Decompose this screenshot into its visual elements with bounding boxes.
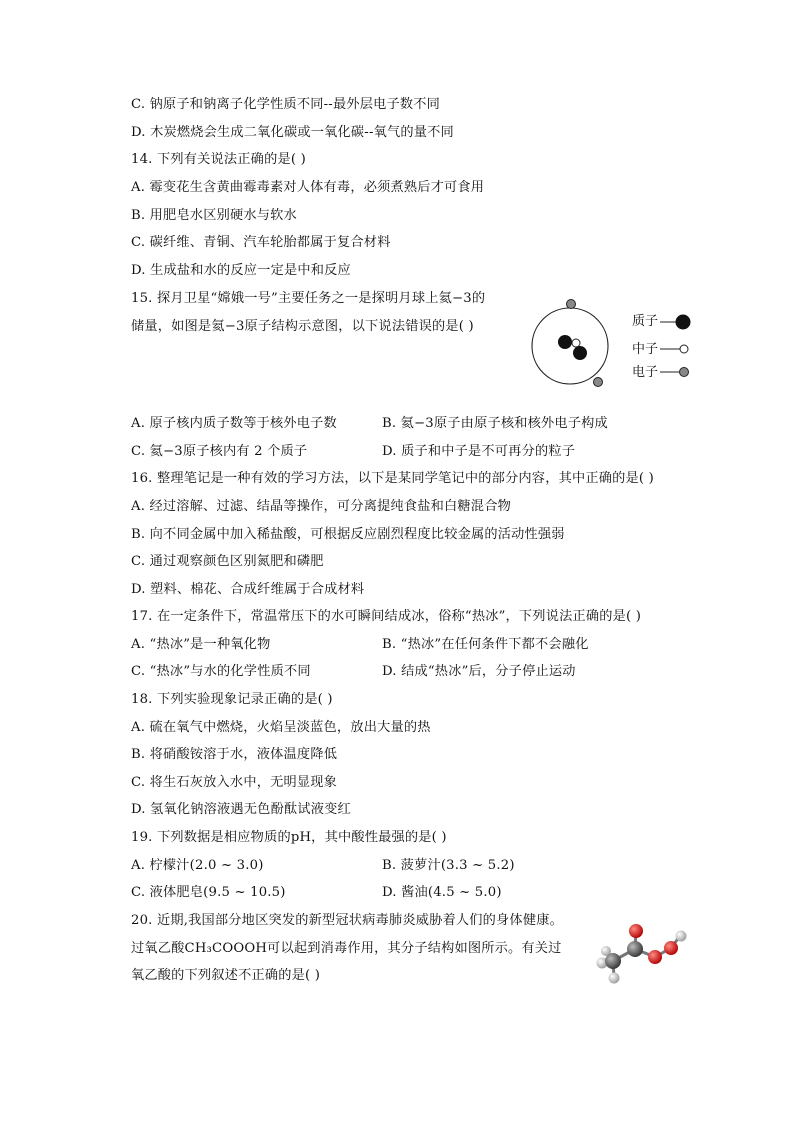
- question-14: 14. 下列有关说法正确的是( ): [131, 152, 306, 167]
- option-d-q14: D. 生成盐和水的反应一定是中和反应: [131, 263, 351, 278]
- option-b-q18: B. 将硝酸铵溶于水，液体温度降低: [131, 747, 338, 762]
- hydrogen-atom-hydroxyl: [676, 931, 687, 942]
- peracetic-acid-molecule-model: [590, 918, 700, 990]
- carbon-atom-methyl: [605, 953, 621, 969]
- proton-1: [558, 335, 572, 349]
- option-b-q15: B. 氦−3原子由原子核和核外电子构成: [382, 416, 608, 431]
- question-16: 16. 整理笔记是一种有效的学习方法，以下是某同学笔记中的部分内容，其中正确的是( ): [131, 471, 654, 486]
- proton-2: [573, 346, 587, 360]
- option-c-q14: C. 碳纤维、青铜、汽车轮胎都属于复合材料: [131, 235, 391, 250]
- electron-1: [567, 300, 576, 309]
- option-d-q15: D. 质子和中子是不可再分的粒子: [382, 444, 576, 459]
- option-d-q13: D. 木炭燃烧会生成二氧化碳或一氧化碳--氧气的量不同: [131, 125, 454, 140]
- option-d-q16: D. 塑料、棉花、合成纤维属于合成材料: [131, 582, 365, 597]
- neutron-legend-icon: [680, 345, 688, 353]
- option-a-q15: A. 原子核内质子数等于核外电子数: [131, 416, 337, 431]
- question-20-line-3: 氧乙酸的下列叙述不正确的是( ): [131, 968, 321, 983]
- option-a-q18: A. 硫在氧气中燃烧，火焰呈淡蓝色，放出大量的热: [131, 720, 431, 735]
- option-b-q14: B. 用肥皂水区别硬水与软水: [131, 208, 297, 223]
- option-c-q15: C. 氦−3原子核内有 2 个质子: [131, 444, 308, 459]
- option-row-ab-q15: [131, 414, 337, 434]
- helium-3-atom-diagram: [528, 296, 618, 392]
- option-a-q19: A. 柠檬汁(2.0 ~ 3.0): [131, 858, 264, 873]
- option-b-q17: B. “热冰”在任何条件下都不会融化: [382, 637, 589, 652]
- option-c-q13: C. 钠原子和钠离子化学性质不同--最外层电子数不同: [131, 97, 441, 112]
- option-b-q16: B. 向不同金属中加入稀盐酸，可根据反应剧烈程度比较金属的活动性强弱: [131, 527, 565, 542]
- question-15-line-1: 15. 探月卫星“嫦娥一号”主要任务之一是探明月球上氦−3的: [131, 291, 486, 306]
- oxygen-atom-carbonyl: [629, 924, 643, 938]
- question-19: 19. 下列数据是相应物质的pH，其中酸性最强的是( ): [131, 830, 447, 845]
- hydrogen-atom-3: [609, 973, 620, 984]
- electron-2: [594, 378, 603, 387]
- electron-legend-icon: [680, 368, 689, 377]
- proton-label: 质子: [632, 314, 659, 329]
- oxygen-atom-peroxy-1: [648, 950, 662, 964]
- electron-label: 电子: [632, 365, 659, 380]
- question-18: 18. 下列实验现象记录正确的是( ): [131, 692, 333, 707]
- option-c-q18: C. 将生石灰放入水中，无明显现象: [131, 775, 338, 790]
- question-17: 17. 在一定条件下，常温常压下的水可瞬间结成冰，俗称“热冰”，下列说法正确的是( ): [131, 609, 642, 624]
- atom-legend-markers: [660, 312, 696, 382]
- question-20-line-2: 过氧乙酸CH₃COOOH可以起到消毒作用，其分子结构如图所示。有关过: [131, 941, 562, 956]
- proton-legend-icon: [676, 315, 691, 330]
- oxygen-atom-peroxy-2: [664, 941, 678, 955]
- question-20-line-1: 20. 近期,我国部分地区突发的新型冠状病毒肺炎威胁着人们的身体健康。: [131, 913, 563, 928]
- neutron-label: 中子: [632, 342, 659, 357]
- option-c-q19: C. 液体肥皂(9.5 ~ 10.5): [131, 885, 286, 900]
- neutron: [572, 339, 580, 347]
- option-b-q19: B. 菠萝汁(3.3 ~ 5.2): [382, 858, 515, 873]
- option-a-q14: A. 霉变花生含黄曲霉毒素对人体有毒，必须煮熟后才可食用: [131, 180, 485, 195]
- option-d-q19: D. 酱油(4.5 ~ 5.0): [382, 885, 502, 900]
- question-15-line-2: 储量，如图是氦−3原子结构示意图，以下说法错误的是( ): [131, 319, 474, 334]
- carbon-atom-carbonyl: [627, 941, 643, 957]
- option-a-q16: A. 经过溶解、过滤、结晶等操作，可分离提纯食盐和白糖混合物: [131, 499, 511, 514]
- option-d-q18: D. 氢氧化钠溶液遇无色酚酞试液变红: [131, 802, 351, 817]
- option-c-q17: C. “热冰”与水的化学性质不同: [131, 664, 311, 679]
- option-a-q17: A. “热冰”是一种氧化物: [131, 637, 271, 652]
- option-d-q17: D. 结成“热冰”后，分子停止运动: [382, 664, 576, 679]
- option-c-q16: C. 通过观察颜色区别氮肥和磷肥: [131, 554, 324, 569]
